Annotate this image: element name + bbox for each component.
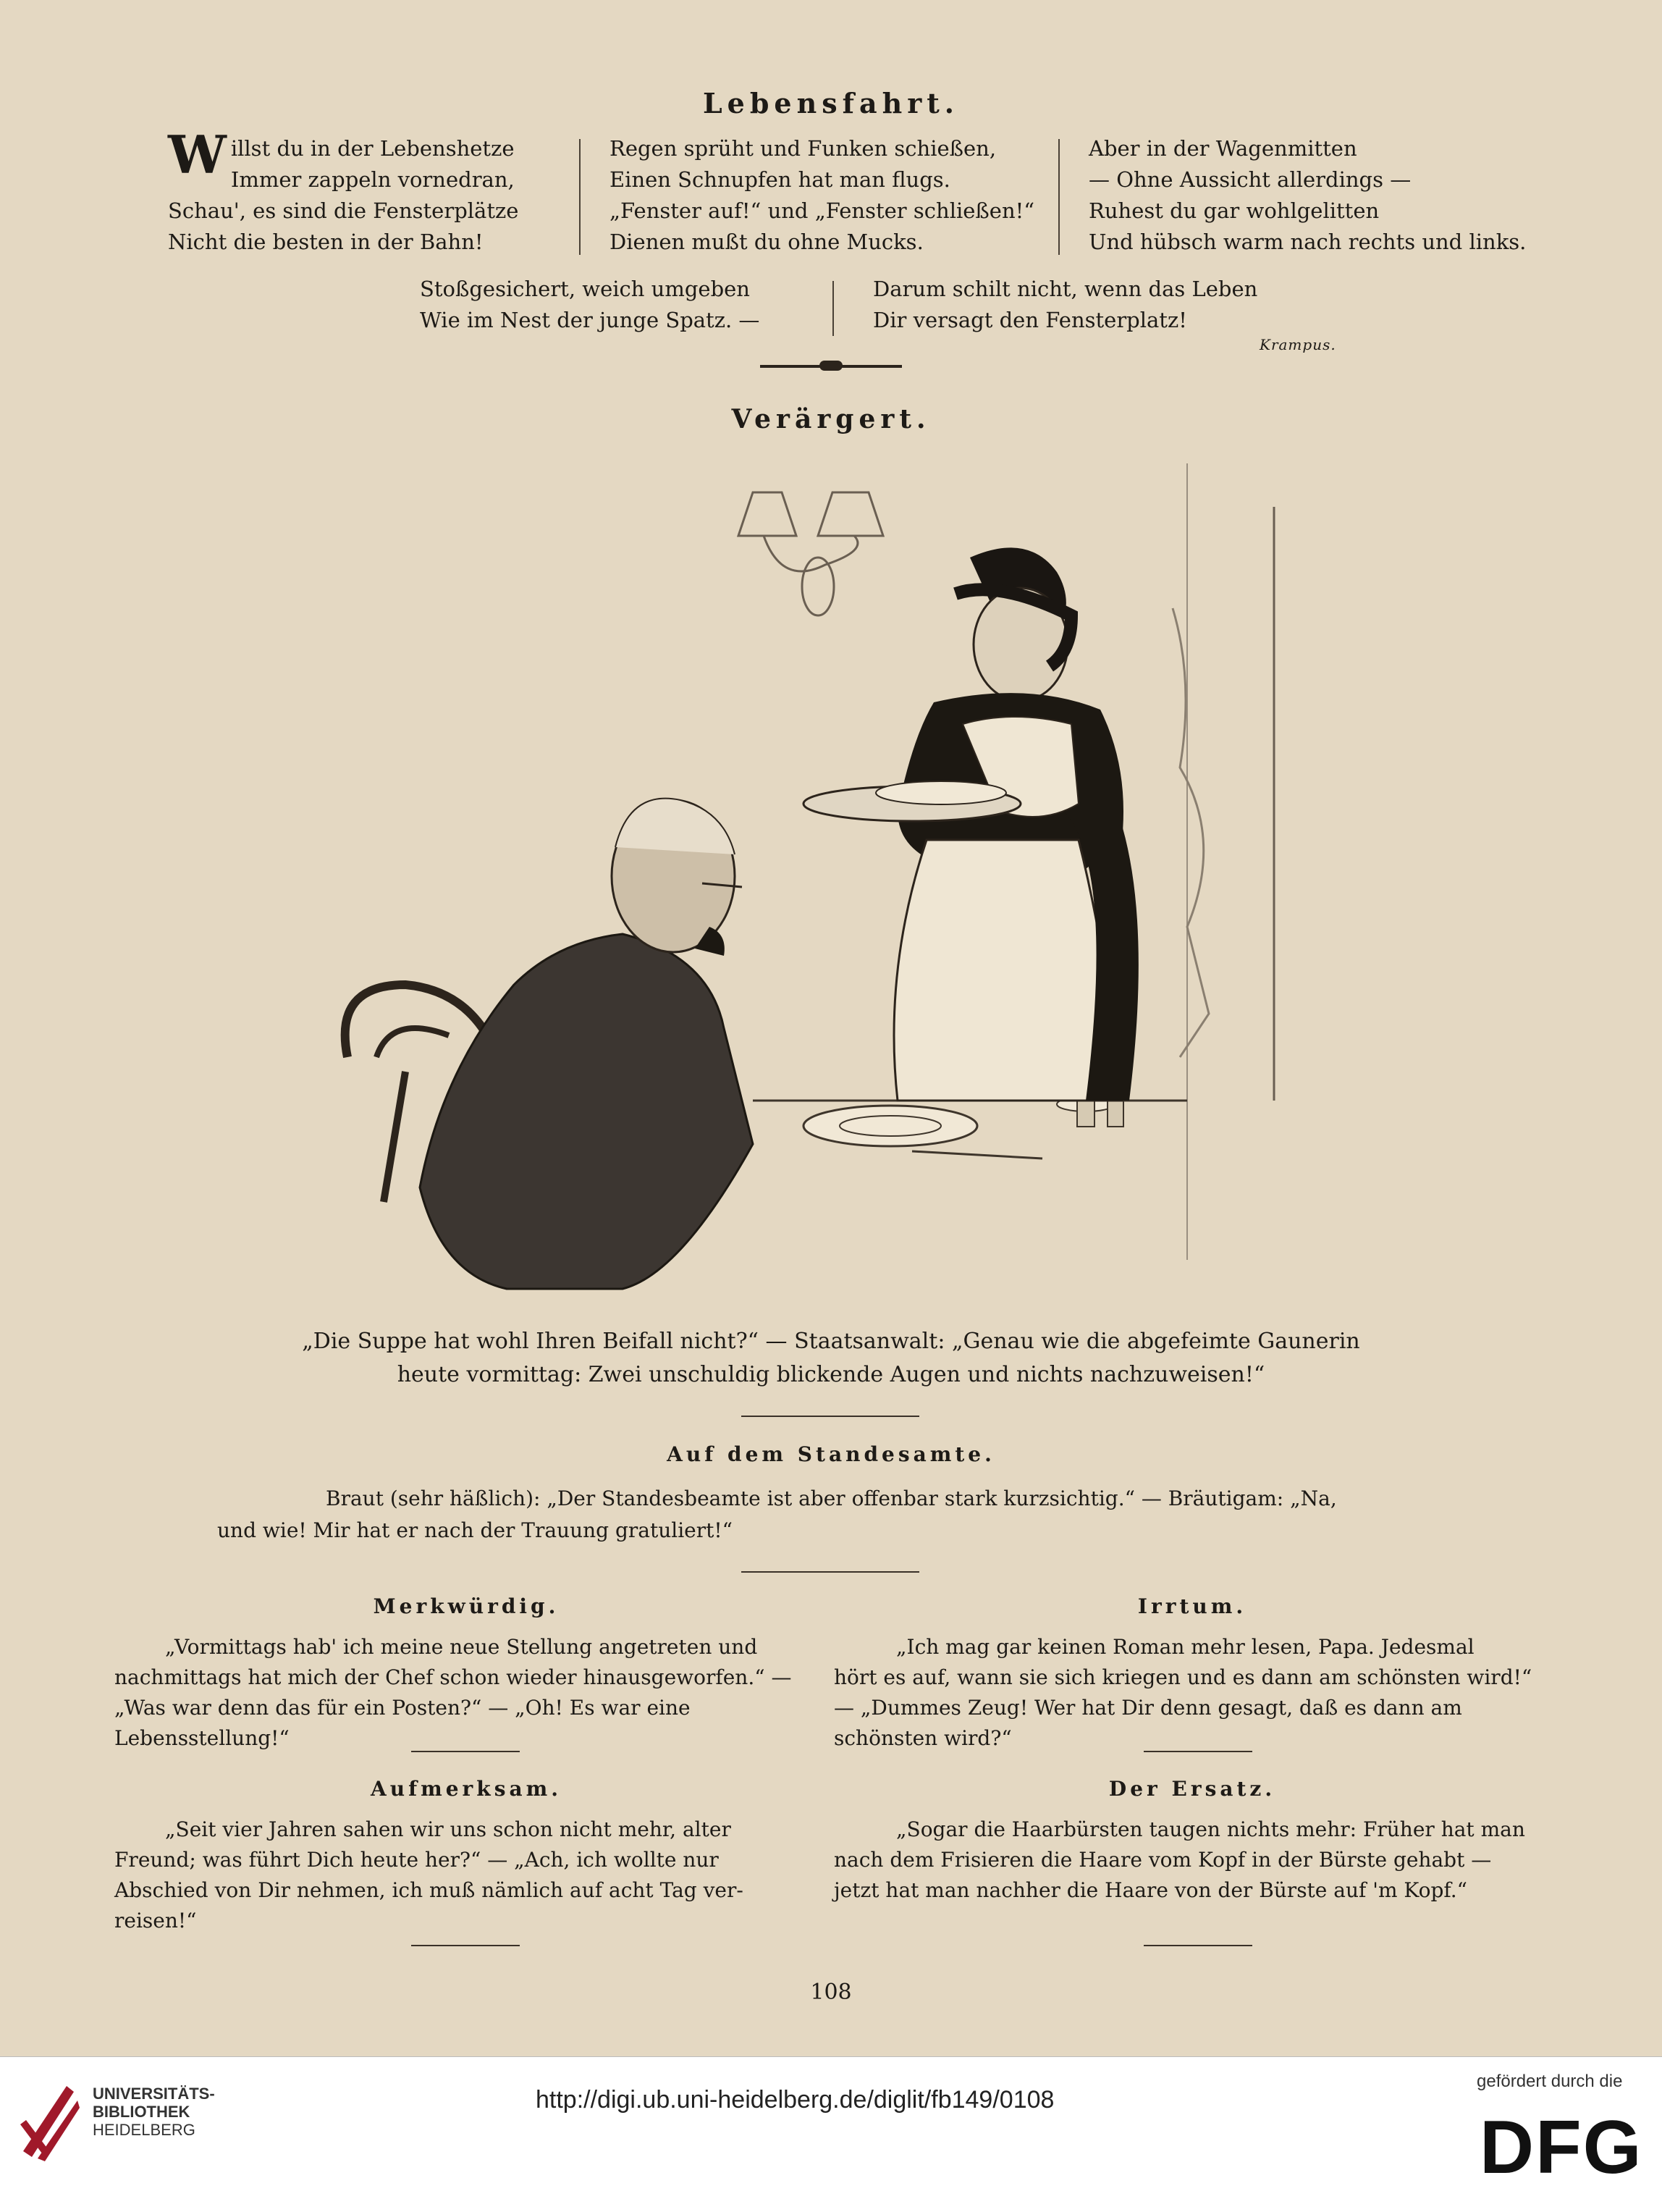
text-line: Freund; was führt Dich heute her?“ — „Ach, ich wollte nur	[114, 1848, 719, 1872]
section-rule	[1144, 1751, 1252, 1752]
poem-column-divider	[579, 139, 581, 255]
text-line: „Was war denn das für ein Posten?“ — „Oh! Es war eine	[114, 1696, 691, 1720]
text-line: reisen!“	[114, 1909, 197, 1933]
page-number: 108	[810, 1980, 852, 2005]
text-line: jetzt hat man nachher die Haare von der Bürste auf 'm Kopf.“	[834, 1878, 1467, 1902]
poem-author: Krampus.	[1260, 336, 1336, 353]
caption-line: heute vormittag: Zwei unschuldig blickende Augen und nichts nachzuweisen!“	[397, 1362, 1265, 1387]
document-url-link[interactable]: http://digi.ub.uni-heidelberg.de/diglit/fb149/0108	[536, 2086, 1055, 2114]
text-line: Abschied von Dir nehmen, ich muß nämlich auf acht Tag ver-	[114, 1878, 743, 1902]
ersatz-text	[834, 1814, 1551, 1906]
standesamt-text	[217, 1483, 1448, 1547]
poem-line: Stoßgesichert, weich umgeben	[420, 277, 750, 301]
poem-line: Aber in der Wagenmitten	[1089, 136, 1357, 161]
poem-line: Und hübsch warm nach rechts und links.	[1089, 230, 1527, 254]
ersatz-title: Der Ersatz.	[1108, 1777, 1276, 1801]
aufmerksam-title: Aufmerksam.	[370, 1777, 562, 1801]
poem-line: Schau', es sind die Fensterplätze	[168, 198, 519, 223]
poem-dropcap: W	[168, 124, 227, 185]
text-line: „Sogar die Haarbürsten taugen nichts mehr: Früher hat man	[896, 1817, 1525, 1841]
poem-line: Nicht die besten in der Bahn!	[168, 230, 484, 254]
dfg-logo: DFG	[1480, 2106, 1643, 2190]
library-line-1: UNIVERSITÄTS-	[93, 2085, 215, 2103]
text-line: „Ich mag gar keinen Roman mehr lesen, Papa. Jedesmal	[896, 1635, 1475, 1659]
poem-stanza-5	[873, 274, 1322, 336]
standesamt-title: Auf dem Standesamte.	[667, 1442, 995, 1466]
library-line-3: HEIDELBERG	[93, 2121, 195, 2139]
merkwuerdig-title: Merkwürdig.	[373, 1594, 560, 1618]
text-line: „Vormittags hab' ich meine neue Stellung angetreten und	[165, 1635, 758, 1659]
merkwuerdig-text	[114, 1632, 818, 1754]
poem-stanza-1	[168, 124, 559, 258]
section-rule	[411, 1945, 520, 1946]
poem-line: — Ohne Aussicht allerdings —	[1089, 167, 1412, 192]
text-line: — „Dummes Zeug! Wer hat Dir denn gesagt, daß es dann am	[834, 1696, 1462, 1720]
poem-stanza-3	[1089, 133, 1537, 258]
cartoon-illustration	[319, 463, 1310, 1318]
poem-line: Darum schilt nicht, wenn das Leben	[873, 277, 1258, 301]
funded-by-text: gefördert durch die	[1477, 2072, 1623, 2091]
irrtum-text	[834, 1632, 1551, 1754]
standesamt-line: und wie! Mir hat er nach der Trauung gratuliert!“	[217, 1518, 733, 1542]
text-line: „Seit vier Jahren sahen wir uns schon nicht mehr, alter	[165, 1817, 731, 1841]
standesamt-line: Braut (sehr häßlich): „Der Standesbeamte ist aber offenbar stark kurzsichtig.“ — Bräutigam: „Na,	[326, 1486, 1337, 1510]
poem-line: Ruhest du gar wohlgelitten	[1089, 198, 1380, 223]
poem-stanza-2	[609, 133, 1058, 258]
section-rule	[741, 1571, 919, 1573]
poem-title: Lebensfahrt.	[702, 87, 960, 119]
caption-line: „Die Suppe hat wohl Ihren Beifall nicht?“ — Staatsanwalt: „Genau wie die abgefeimte Gaunerin	[302, 1329, 1360, 1354]
ub-heidelberg-logo-icon	[16, 2079, 81, 2166]
poem-line: Dir versagt den Fensterplatz!	[873, 308, 1187, 332]
text-line: hört es auf, wann sie sich kriegen und es dann am schönsten wird!“	[834, 1665, 1532, 1689]
cartoon-title: Verärgert.	[731, 404, 931, 434]
text-line: nach dem Frisieren die Haare vom Kopf in der Bürste gehabt —	[834, 1848, 1492, 1872]
ornament-center	[819, 361, 843, 371]
library-line-2: BIBLIOTHEK	[93, 2103, 190, 2121]
section-rule	[411, 1751, 520, 1752]
poem-line: Wie im Nest der junge Spatz. —	[420, 308, 760, 332]
irrtum-title: Irrtum.	[1137, 1594, 1247, 1618]
poem-line: Regen sprüht und Funken schießen,	[609, 136, 997, 161]
text-line: Lebensstellung!“	[114, 1726, 290, 1750]
poem-line: Einen Schnupfen hat man flugs.	[609, 167, 950, 192]
poem-stanza-4	[420, 274, 811, 336]
poem-line: Dienen mußt du ohne Mucks.	[609, 230, 924, 254]
section-rule	[741, 1416, 919, 1417]
poem-line: „Fenster auf!“ und „Fenster schließen!“	[609, 198, 1035, 223]
poem-column-divider	[1058, 139, 1060, 255]
cartoon-caption	[0, 1325, 1662, 1392]
aufmerksam-text	[114, 1814, 818, 1936]
poem-line: Immer zappeln vornedran,	[230, 167, 515, 192]
text-line: nachmittags hat mich der Chef schon wieder hinausgeworfen.“ —	[114, 1665, 792, 1689]
library-name	[93, 2085, 215, 2139]
poem-column-divider	[832, 281, 834, 336]
text-line: schönsten wird?“	[834, 1726, 1012, 1750]
poem-line: illst du in der Lebenshetze	[230, 136, 515, 161]
viewer-footer	[0, 2056, 1662, 2212]
section-rule	[1144, 1945, 1252, 1946]
